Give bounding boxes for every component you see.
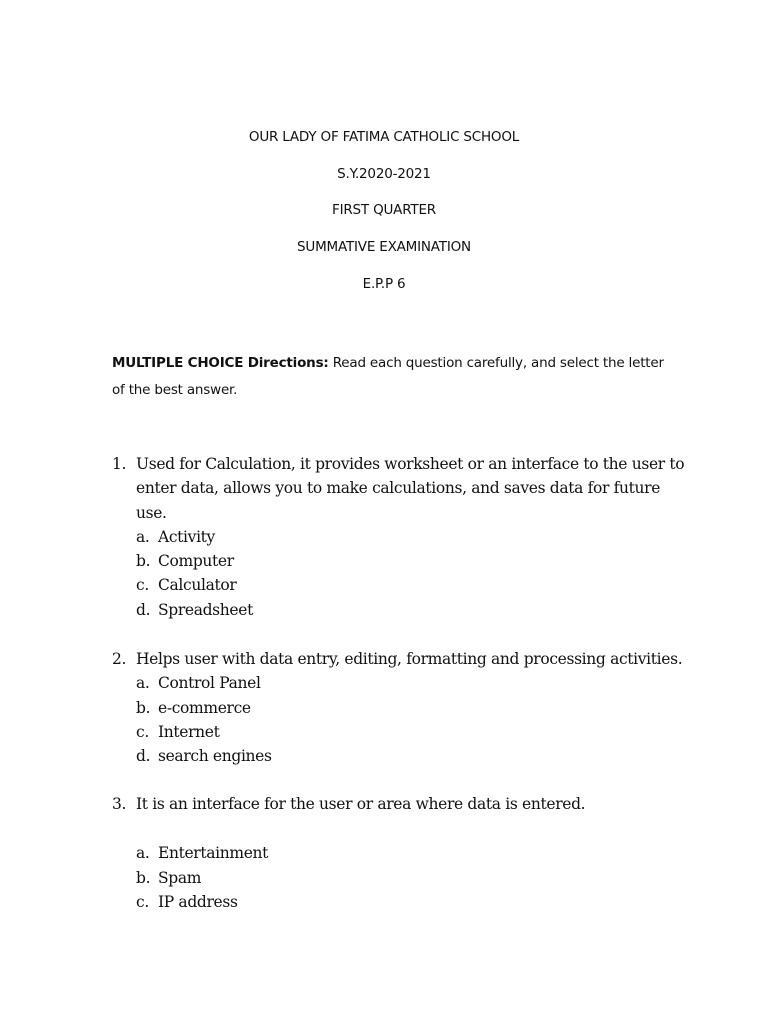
answer-option-d[interactable] — [112, 744, 692, 768]
answer-option-a[interactable] — [112, 671, 692, 695]
answer-option-a[interactable] — [112, 525, 692, 549]
option-text: Calculator — [158, 576, 237, 595]
option-letter: c. — [136, 892, 149, 911]
option-text: Spreadsheet — [158, 600, 253, 619]
option-text: Internet — [158, 722, 220, 741]
option-text: IP address — [158, 892, 238, 911]
answer-options — [112, 841, 692, 914]
answer-option-c[interactable] — [112, 890, 692, 914]
answer-option-b[interactable] — [112, 866, 692, 890]
option-letter: b. — [136, 552, 151, 571]
question-1 — [112, 452, 692, 622]
question-text: Helps user with data entry, editing, formatting and processing activities. — [136, 650, 683, 668]
option-letter: d. — [136, 600, 151, 619]
answer-option-b[interactable] — [112, 696, 692, 720]
option-letter: d. — [136, 747, 151, 766]
option-letter: a. — [136, 674, 150, 693]
question-number: 3. — [112, 795, 127, 813]
option-text: Activity — [158, 527, 215, 546]
question-number: 1. — [112, 455, 127, 473]
option-text: Spam — [158, 868, 202, 887]
option-letter: b. — [136, 868, 151, 887]
option-letter: c. — [136, 576, 149, 595]
answer-option-c[interactable] — [112, 573, 692, 597]
option-letter: c. — [136, 722, 149, 741]
question-2 — [112, 647, 692, 768]
option-letter: b. — [136, 698, 151, 717]
answer-options — [112, 525, 692, 622]
question-number: 2. — [112, 650, 127, 668]
directions-text: Read each question carefully, and select the letter of the best answer. — [112, 355, 664, 398]
directions-label: MULTIPLE CHOICE Directions: — [112, 355, 329, 371]
option-text: Control Panel — [158, 674, 261, 693]
subject-label: E.P.P 6 — [362, 276, 406, 292]
answer-option-d[interactable] — [112, 598, 692, 622]
option-letter: a. — [136, 844, 150, 863]
exam-title: SUMMATIVE EXAMINATION — [297, 239, 471, 255]
option-text: Computer — [158, 552, 234, 571]
question-text: Used for Calculation, it provides worksheet or an interface to the user to enter data, allows you to make calculations, and saves data for future use. — [136, 455, 685, 522]
answer-options — [112, 671, 692, 768]
answer-option-b[interactable] — [112, 549, 692, 573]
school-name: OUR LADY OF FATIMA CATHOLIC SCHOOL — [248, 129, 520, 145]
answer-option-c[interactable] — [112, 720, 692, 744]
school-year: S.Y.2020-2021 — [337, 166, 431, 182]
question-text: It is an interface for the user or area where data is entered. — [136, 795, 586, 813]
option-letter: a. — [136, 527, 150, 546]
option-text: search engines — [158, 747, 272, 766]
directions — [112, 350, 672, 404]
answer-option-a[interactable] — [112, 841, 692, 865]
option-text: e-commerce — [158, 698, 251, 717]
option-text: Entertainment — [158, 844, 269, 863]
question-3 — [112, 792, 692, 914]
quarter-label: FIRST QUARTER — [332, 202, 436, 218]
